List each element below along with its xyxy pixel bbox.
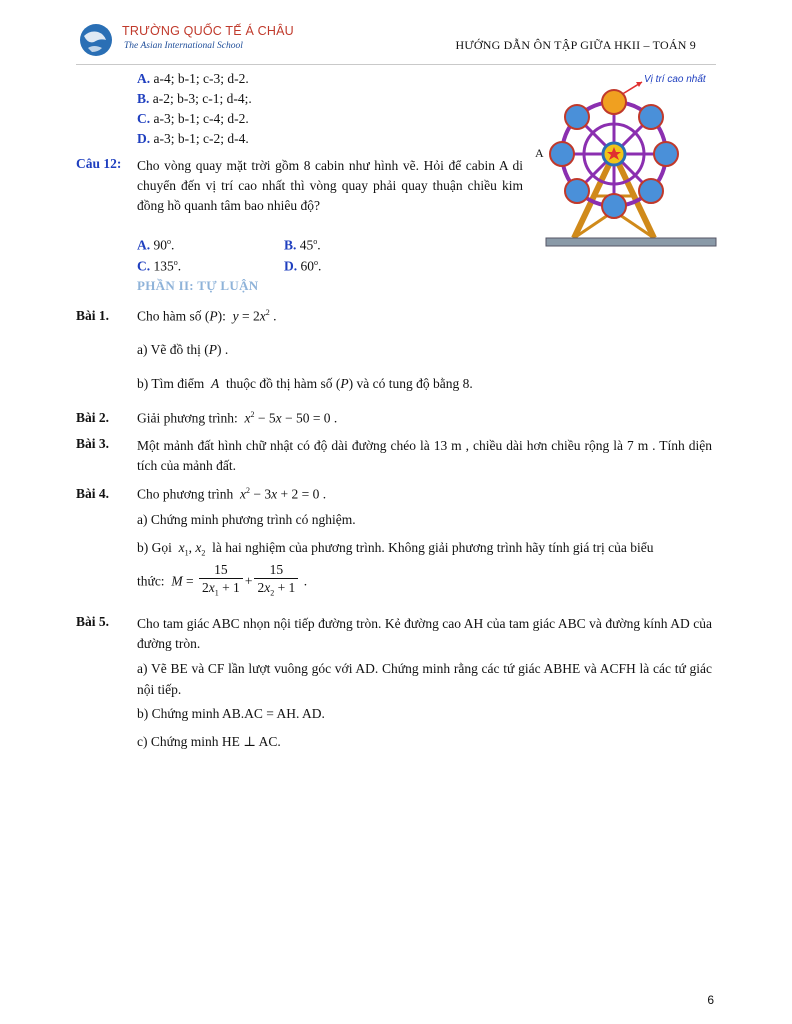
bai4-part-b: b) Gọi $x_1$, $x_2$ là hai nghiệm của phương trình. Không giải phương trình hãy tính giá trị của biểu bbox=[137, 540, 654, 558]
question-12-text: Cho vòng quay mặt trời gồm 8 cabin như hình vẽ. Hỏi để cabin A di chuyển đến vị trí cao nhất thì vòng quay phải quay thuận chiều kim đồng hồ quanh tâm bao nhiêu độ? bbox=[137, 158, 523, 213]
bai4-intro: Cho phương trình $x^2 - 3x + 2 = 0$ . bbox=[137, 486, 327, 502]
bai5-text: Cho tam giác ABC nhọn nội tiếp đường tròn. Kẻ đường cao AH của tam giác ABC và đường kính AD của đường tròn. bbox=[137, 616, 712, 651]
section-title: PHẦN II: TỰ LUẬN bbox=[137, 278, 259, 293]
bai2-label: Bài 2. bbox=[76, 410, 110, 425]
bai4-expression: thức: M = $\frac{15}{2x_1 + 1}$ + $\frac{15}{2x_2 + 1}$ . bbox=[137, 562, 308, 598]
bai1-intro: Cho hàm số (P): $y = 2x^2$ . bbox=[137, 308, 277, 324]
prev-option-a: A. a-4; b-1; c-3; d-2. bbox=[137, 71, 249, 86]
highest-position-label: Vị trí cao nhất bbox=[644, 74, 706, 85]
school-name-en: The Asian International School bbox=[124, 41, 243, 51]
bai3-text: Một mảnh đất hình chữ nhật có độ dài đường chéo là 13 m , chiều dài hơn chiều rộng là 7 m . Tính diện tích của mảnh đất. bbox=[137, 438, 712, 473]
prev-option-d: D. a-3; b-1; c-2; d-4. bbox=[137, 131, 249, 146]
bai5-part-c: c) Chứng minh HE ⊥ AC. bbox=[137, 734, 281, 749]
school-logo bbox=[76, 22, 116, 58]
bai5-label: Bài 5. bbox=[76, 614, 110, 629]
bai1-part-b: b) Tìm điểm A thuộc đồ thị hàm số (P) và có tung độ bằng 8. bbox=[137, 376, 473, 391]
globe-logo-icon bbox=[76, 22, 116, 58]
q12-option-c: C. 135$^o$. bbox=[137, 258, 182, 274]
prev-option-b: B. a-2; b-3; c-1; d-4;. bbox=[137, 91, 252, 106]
ferris-wheel-figure bbox=[544, 76, 720, 250]
bai4-part-a: a) Chứng minh phương trình có nghiệm. bbox=[137, 512, 356, 527]
bai2-text: Giải phương trình: $x^2 - 5x - 50 = 0$ . bbox=[137, 410, 338, 426]
q12-option-b: B. 45$^o$. bbox=[284, 237, 321, 253]
question-12-label: Câu 12: bbox=[76, 156, 122, 171]
bai3-label: Bài 3. bbox=[76, 436, 110, 451]
bai4-label: Bài 4. bbox=[76, 486, 110, 501]
bai1-part-a: a) Vẽ đồ thị (P) . bbox=[137, 342, 229, 357]
document-title: HƯỚNG DẪN ÔN TẬP GIỮA HKII – TOÁN 9 bbox=[455, 38, 696, 52]
school-name-vn: TRƯỜNG QUỐC TẾ Á CHÂU bbox=[122, 24, 294, 38]
page-number: 6 bbox=[707, 993, 714, 1007]
q12-option-d: D. 60$^o$. bbox=[284, 258, 322, 274]
bai5-part-a: a) Vẽ BE và CF lần lượt vuông góc với AD. Chứng minh rằng các tứ giác ABHE và ACFH là các tứ giác nội tiếp. bbox=[137, 661, 712, 697]
cabin-a-label: A bbox=[535, 146, 544, 160]
bai5-part-b: b) Chứng minh AB.AC = AH. AD. bbox=[137, 706, 325, 721]
bai1-label: Bài 1. bbox=[76, 308, 110, 323]
prev-option-c: C. a-3; b-1; c-4; d-2. bbox=[137, 111, 249, 126]
header-divider bbox=[76, 64, 716, 65]
q12-option-a: A. 90$^o$. bbox=[137, 237, 175, 253]
